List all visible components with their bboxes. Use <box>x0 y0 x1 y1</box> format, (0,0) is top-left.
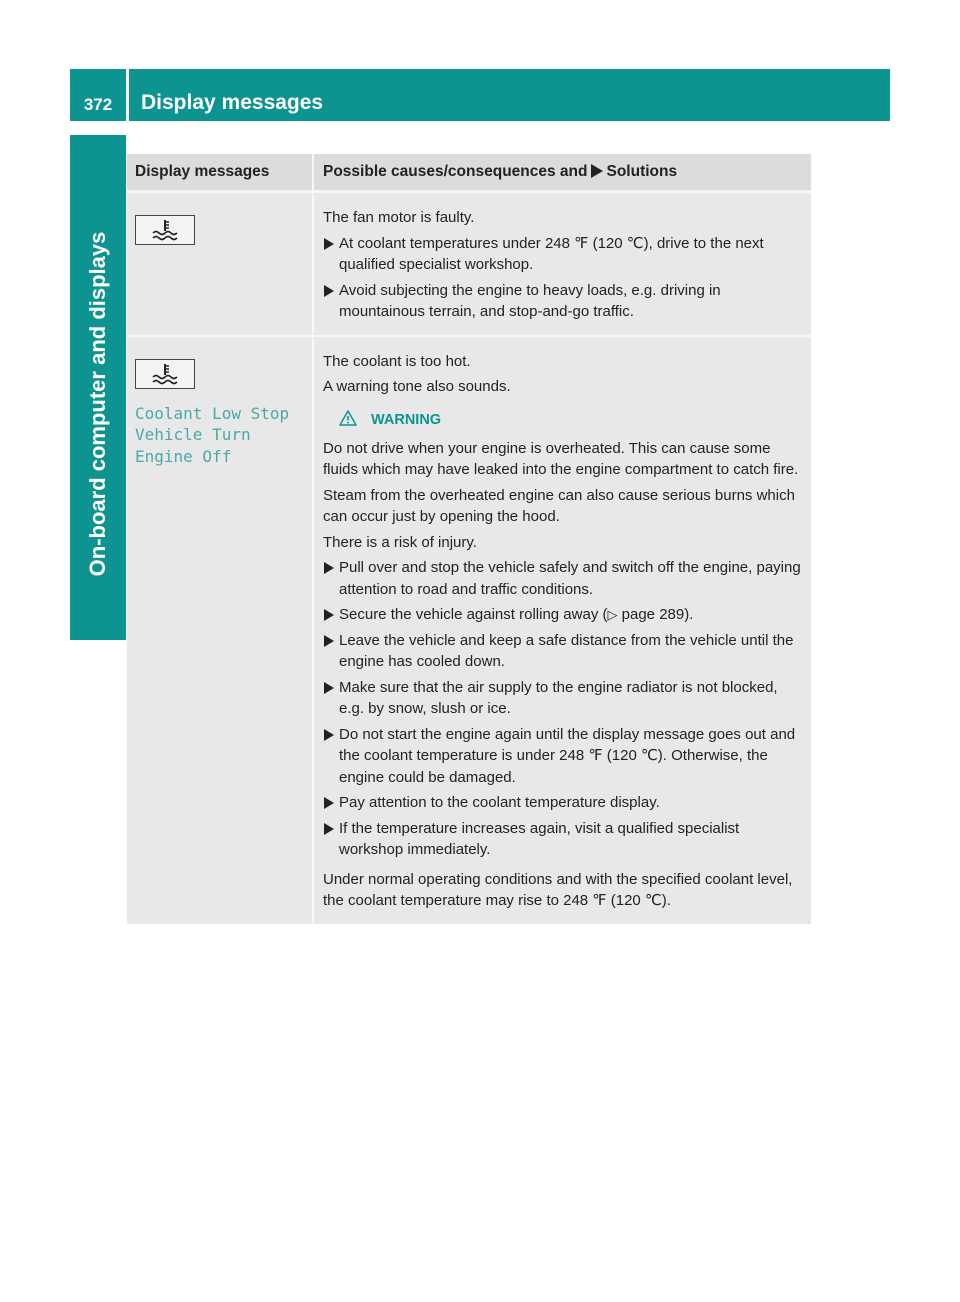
solution-step <box>323 280 805 323</box>
table-header-row <box>127 154 811 191</box>
step-arrow-icon <box>324 682 334 694</box>
header-divider <box>126 69 129 121</box>
thermometer-waves-icon <box>150 363 180 385</box>
step-text-before: Secure the vehicle against rolling away ( <box>339 606 608 623</box>
solution-step <box>323 604 805 626</box>
solution-arrow-icon <box>591 164 603 178</box>
display-line: Coolant Low Stop <box>135 403 290 423</box>
step-arrow-icon <box>324 635 334 647</box>
table-row <box>127 335 811 924</box>
step-text: If the temperature increases again, visit a qualified specialist workshop immediately. <box>339 819 740 858</box>
page-reference-link[interactable]: page 289). <box>617 606 694 623</box>
page-reference-icon[interactable]: ▷ <box>607 607 618 622</box>
warning-paragraph: Steam from the overheated engine can also cause serious burns which can occur just by opening the hood. <box>323 486 795 525</box>
step-text: Pull over and stop the vehicle safely and switch off the engine, paying attention to road and traffic conditions. <box>339 559 801 598</box>
solution-step <box>323 724 805 789</box>
warning-label: WARNING <box>371 411 442 428</box>
step-arrow-icon <box>324 238 334 250</box>
solution-step <box>323 818 805 861</box>
step-text: Do not start the engine again until the display message goes out and the coolant temperature is under 248 ℉ (120 ℃). Otherwise, the engine could be damaged. <box>339 725 796 786</box>
solution-step <box>323 233 805 276</box>
step-text: Pay attention to the coolant temperature display. <box>339 794 660 811</box>
column-header-causes-solutions <box>314 154 811 190</box>
step-arrow-icon <box>324 285 334 297</box>
step-text: Avoid subjecting the engine to heavy loads, e.g. driving in mountainous terrain, and stop-and-go traffic. <box>339 281 721 320</box>
chapter-label: On-board computer and displays <box>85 231 110 577</box>
step-arrow-icon <box>324 729 334 741</box>
display-messages-table <box>127 154 811 924</box>
causes-solutions-cell <box>314 337 811 924</box>
causes-solutions-cell <box>314 193 811 335</box>
step-arrow-icon <box>324 609 334 621</box>
thermometer-waves-icon <box>150 219 180 241</box>
page-title: Display messages <box>141 91 324 114</box>
column-header-solutions-label: Solutions <box>606 163 678 180</box>
column-header-display-messages: Display messages <box>127 154 314 190</box>
warning-paragraph: Do not drive when your engine is overheated. This can cause some fluids which may have leaked into the engine compartment to catch fire. <box>323 439 799 478</box>
page-number: 372 <box>83 95 113 114</box>
warning-paragraph: There is a risk of injury. <box>323 533 477 551</box>
step-arrow-icon <box>324 823 334 835</box>
solution-step <box>323 792 805 814</box>
solution-step <box>323 557 805 600</box>
cause-text: The fan motor is faulty. <box>323 209 475 226</box>
display-message-text <box>135 403 312 468</box>
display-line: Vehicle Turn <box>135 425 251 444</box>
display-line: Engine Off <box>135 446 232 466</box>
cause-text: The coolant is too hot. <box>323 352 471 370</box>
step-arrow-icon <box>324 797 334 809</box>
step-text: At coolant temperatures under 248 ℉ (120 ℃), drive to the next qualified specialist workshop. <box>339 234 764 273</box>
coolant-temperature-icon <box>135 215 195 245</box>
table-row <box>127 191 811 335</box>
step-text: Leave the vehicle and keep a safe distance from the vehicle until the engine has cooled down. <box>339 631 794 670</box>
step-text: Make sure that the air supply to the engine radiator is not blocked, e.g. by snow, slush or ice. <box>339 678 778 717</box>
warning-triangle-icon <box>339 410 357 430</box>
step-arrow-icon <box>324 562 334 574</box>
closing-note: Under normal operating conditions and with the specified coolant level, the coolant temperature may rise to 248 ℉ (120 ℃). <box>323 870 793 909</box>
solution-step <box>323 677 805 720</box>
warning-heading <box>323 410 805 430</box>
display-message-cell <box>127 193 314 335</box>
display-message-cell <box>127 337 314 924</box>
column-header-causes-label: Possible causes/consequences and <box>323 163 588 180</box>
coolant-temperature-icon <box>135 359 195 389</box>
solution-step <box>323 630 805 673</box>
step-text <box>339 604 805 626</box>
consequence-text: A warning tone also sounds. <box>323 378 511 395</box>
